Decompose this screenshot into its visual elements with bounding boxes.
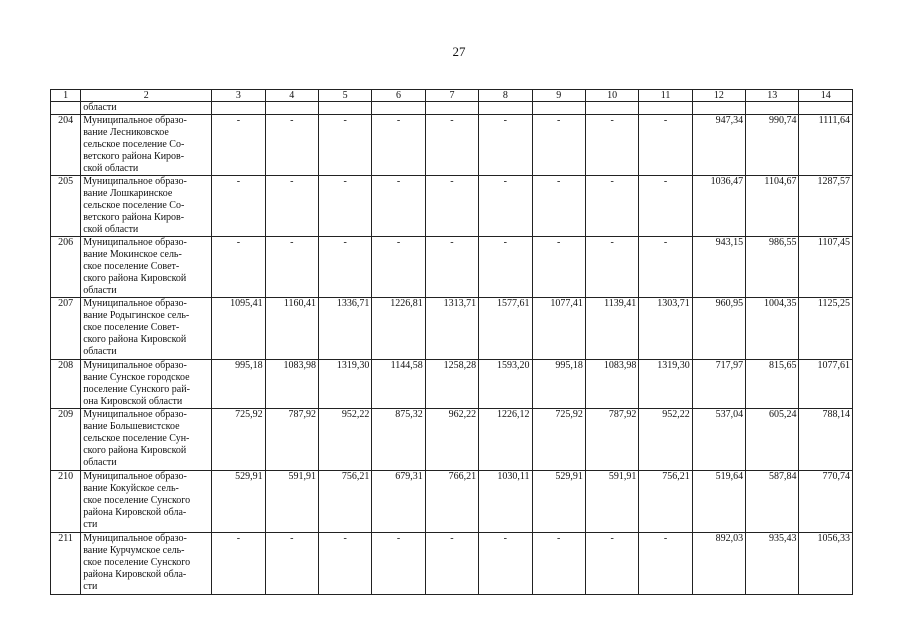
value-cell: 1144,58 bbox=[372, 360, 425, 409]
value-cell: 1056,33 bbox=[799, 533, 853, 595]
table-row bbox=[51, 298, 853, 360]
value-cell: 787,92 bbox=[265, 409, 318, 471]
value-cell: 591,91 bbox=[585, 471, 638, 533]
value-cell: - bbox=[318, 176, 371, 237]
value-cell: 995,18 bbox=[532, 360, 585, 409]
continuation-row bbox=[51, 102, 853, 115]
value-cell: - bbox=[639, 237, 692, 298]
row-number-cell: 210 bbox=[51, 471, 81, 533]
value-cell: 529,91 bbox=[212, 471, 265, 533]
value-cell: 679,31 bbox=[372, 471, 425, 533]
value-cell: 952,22 bbox=[639, 409, 692, 471]
value-cell: 943,15 bbox=[692, 237, 745, 298]
column-header: 12 bbox=[692, 90, 745, 102]
value-cell: 770,74 bbox=[799, 471, 853, 533]
value-cell: 1111,64 bbox=[799, 115, 853, 176]
value-cell: 591,91 bbox=[265, 471, 318, 533]
value-cell: - bbox=[372, 237, 425, 298]
column-header: 11 bbox=[639, 90, 692, 102]
municipality-name-cell: Муниципальное образо- вание Курчумское сель- ское поселение Сунского района Кировской обла- сти bbox=[81, 533, 212, 595]
row-number-cell: 211 bbox=[51, 533, 81, 595]
municipality-name-cell: Муниципальное образо- вание Лошкаринское сельское поселение Со- ветского района Киров- ской области bbox=[81, 176, 212, 237]
value-cell: - bbox=[479, 533, 532, 595]
row-number-cell: 204 bbox=[51, 115, 81, 176]
value-cell: 1160,41 bbox=[265, 298, 318, 360]
value-cell: - bbox=[265, 533, 318, 595]
value-cell: 1004,35 bbox=[746, 298, 799, 360]
value-cell: - bbox=[425, 176, 478, 237]
value-cell: 960,95 bbox=[692, 298, 745, 360]
value-cell: 1336,71 bbox=[318, 298, 371, 360]
column-header: 5 bbox=[318, 90, 371, 102]
value-cell: 1319,30 bbox=[639, 360, 692, 409]
municipality-name-cell: Муниципальное образо- вание Лесниковское сельское поселение Со- ветского района Киров- ской области bbox=[81, 115, 212, 176]
value-cell: - bbox=[265, 115, 318, 176]
column-header: 3 bbox=[212, 90, 265, 102]
value-cell: 788,14 bbox=[799, 409, 853, 471]
value-cell: - bbox=[425, 115, 478, 176]
value-cell: - bbox=[585, 237, 638, 298]
value-cell: 995,18 bbox=[212, 360, 265, 409]
value-cell: - bbox=[318, 533, 371, 595]
value-cell: - bbox=[639, 533, 692, 595]
value-cell: 986,55 bbox=[746, 237, 799, 298]
continuation-text: области bbox=[81, 102, 212, 115]
row-number-cell: 205 bbox=[51, 176, 81, 237]
column-header: 6 bbox=[372, 90, 425, 102]
value-cell: 529,91 bbox=[532, 471, 585, 533]
value-cell: 1577,61 bbox=[479, 298, 532, 360]
value-cell: 725,92 bbox=[212, 409, 265, 471]
value-cell: 962,22 bbox=[425, 409, 478, 471]
value-cell: - bbox=[532, 176, 585, 237]
municipality-name-cell: Муниципальное образо- вание Родыгинское сель- ское поселение Совет- ского района Кировской области bbox=[81, 298, 212, 360]
value-cell: - bbox=[425, 533, 478, 595]
value-cell: 875,32 bbox=[372, 409, 425, 471]
value-cell: 1036,47 bbox=[692, 176, 745, 237]
column-header: 8 bbox=[479, 90, 532, 102]
table-row bbox=[51, 176, 853, 237]
value-cell: 1303,71 bbox=[639, 298, 692, 360]
row-number-cell: 209 bbox=[51, 409, 81, 471]
value-cell: - bbox=[585, 533, 638, 595]
value-cell: - bbox=[479, 237, 532, 298]
value-cell: 587,84 bbox=[746, 471, 799, 533]
row-number-cell: 208 bbox=[51, 360, 81, 409]
page-number: 27 bbox=[452, 44, 466, 59]
value-cell: 605,24 bbox=[746, 409, 799, 471]
value-cell: 952,22 bbox=[318, 409, 371, 471]
value-cell: 537,04 bbox=[692, 409, 745, 471]
value-cell: - bbox=[265, 237, 318, 298]
value-cell: 1287,57 bbox=[799, 176, 853, 237]
value-cell: 815,65 bbox=[746, 360, 799, 409]
value-cell: 1077,41 bbox=[532, 298, 585, 360]
value-cell: - bbox=[479, 115, 532, 176]
value-cell: 892,03 bbox=[692, 533, 745, 595]
value-cell: - bbox=[585, 176, 638, 237]
value-cell: 1083,98 bbox=[265, 360, 318, 409]
row-number-cell bbox=[51, 102, 81, 115]
value-cell: - bbox=[212, 533, 265, 595]
value-cell: 990,74 bbox=[746, 115, 799, 176]
table-row bbox=[51, 471, 853, 533]
value-cell: 1125,25 bbox=[799, 298, 853, 360]
table-row bbox=[51, 533, 853, 595]
column-header: 4 bbox=[265, 90, 318, 102]
value-cell: 1258,28 bbox=[425, 360, 478, 409]
value-cell: 1319,30 bbox=[318, 360, 371, 409]
value-cell: 1139,41 bbox=[585, 298, 638, 360]
tariff-table bbox=[50, 89, 853, 595]
column-header: 2 bbox=[81, 90, 212, 102]
value-cell: - bbox=[639, 176, 692, 237]
value-cell: - bbox=[212, 115, 265, 176]
value-cell: 1030,11 bbox=[479, 471, 532, 533]
value-cell: - bbox=[425, 237, 478, 298]
value-cell: 756,21 bbox=[318, 471, 371, 533]
municipality-name-cell: Муниципальное образо- вание Сунское городское поселение Сунского рай- она Кировской области bbox=[81, 360, 212, 409]
municipality-name-cell: Муниципальное образо- вание Большевистское сельское поселение Сун- ского района Кировской области bbox=[81, 409, 212, 471]
value-cell: - bbox=[318, 115, 371, 176]
value-cell: 1077,61 bbox=[799, 360, 853, 409]
value-cell: 935,43 bbox=[746, 533, 799, 595]
value-cell: 1095,41 bbox=[212, 298, 265, 360]
value-cell: 1593,20 bbox=[479, 360, 532, 409]
value-cell: 756,21 bbox=[639, 471, 692, 533]
value-cell: - bbox=[372, 176, 425, 237]
value-cell: - bbox=[265, 176, 318, 237]
value-cell: 519,64 bbox=[692, 471, 745, 533]
column-header: 1 bbox=[51, 90, 81, 102]
value-cell: 947,34 bbox=[692, 115, 745, 176]
table-row bbox=[51, 360, 853, 409]
value-cell: - bbox=[372, 115, 425, 176]
table-row bbox=[51, 115, 853, 176]
value-cell: 1226,12 bbox=[479, 409, 532, 471]
column-header: 10 bbox=[585, 90, 638, 102]
row-number-cell: 206 bbox=[51, 237, 81, 298]
value-cell: - bbox=[318, 237, 371, 298]
value-cell: - bbox=[532, 533, 585, 595]
value-cell: 1104,67 bbox=[746, 176, 799, 237]
value-cell: - bbox=[212, 237, 265, 298]
value-cell: - bbox=[639, 115, 692, 176]
value-cell: - bbox=[372, 533, 425, 595]
value-cell: - bbox=[532, 237, 585, 298]
value-cell: - bbox=[479, 176, 532, 237]
value-cell: - bbox=[212, 176, 265, 237]
value-cell: - bbox=[585, 115, 638, 176]
value-cell: 725,92 bbox=[532, 409, 585, 471]
column-header: 9 bbox=[532, 90, 585, 102]
column-header: 14 bbox=[799, 90, 853, 102]
municipality-name-cell: Муниципальное образо- вание Кокуйское сель- ское поселение Сунского района Кировской обла- сти bbox=[81, 471, 212, 533]
value-cell: 1107,45 bbox=[799, 237, 853, 298]
table-row bbox=[51, 409, 853, 471]
column-number-row bbox=[51, 90, 853, 102]
municipality-name-cell: Муниципальное образо- вание Мокинское сель- ское поселение Совет- ского района Кировской области bbox=[81, 237, 212, 298]
row-number-cell: 207 bbox=[51, 298, 81, 360]
value-cell: - bbox=[532, 115, 585, 176]
value-cell: 1083,98 bbox=[585, 360, 638, 409]
value-cell: 766,21 bbox=[425, 471, 478, 533]
value-cell: 787,92 bbox=[585, 409, 638, 471]
value-cell: 717,97 bbox=[692, 360, 745, 409]
table-row bbox=[51, 237, 853, 298]
value-cell: 1313,71 bbox=[425, 298, 478, 360]
column-header: 7 bbox=[425, 90, 478, 102]
value-cell: 1226,81 bbox=[372, 298, 425, 360]
column-header: 13 bbox=[746, 90, 799, 102]
